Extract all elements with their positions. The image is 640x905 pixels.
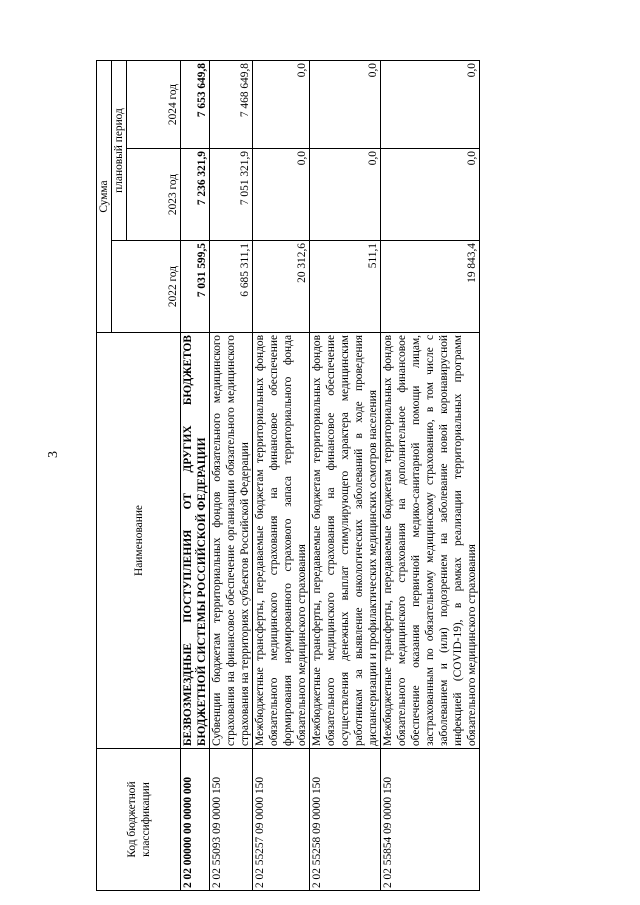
row-name: Субвенции бюджетам территориальных фондов обязательного медицинского страхования на финансовое обеспечение организации обязательного медицинского страхования на территориях субъектов Российской Федерации — [210, 333, 253, 749]
header-planned-period: плановый период — [112, 61, 127, 241]
row-name: Межбюджетные трансферты, передаваемые бюджетам территориальных фондов обязательного медицинского страхования на финансовое обеспечение осуществления денежных выплат стимулирующего характера медицинским работникам за выявление онкологических заболеваний в ходе проведения диспансеризации и профилактических медицинских осмотров населения — [310, 333, 381, 749]
row-code: 2 02 55257 09 0000 150 — [253, 749, 310, 891]
table-row — [381, 61, 480, 891]
row-code: 2 02 55854 09 0000 150 — [381, 749, 480, 891]
page-number: 3 — [46, 451, 61, 458]
table-row — [310, 61, 381, 891]
row-code: 2 02 00000 00 0000 000 — [181, 749, 210, 891]
row-value-2023: 0,0 — [381, 149, 480, 241]
row-name: БЕЗВОЗМЕЗДНЫЕ ПОСТУПЛЕНИЯ ОТ ДРУГИХ БЮДЖЕТОВ БЮДЖЕТНОЙ СИСТЕМЫ РОССИЙСКОЙ ФЕДЕРАЦИИ — [181, 333, 210, 749]
row-value-2023: 7 051 321,9 — [210, 149, 253, 241]
row-value-2022: 511,1 — [310, 241, 381, 333]
row-name: Межбюджетные трансферты, передаваемые бюджетам территориальных фондов обязательного медицинского страхования на дополнительное финансовое обеспечение оказания первичной медико-санитарной помощи лицам, застрахованным по обязательному медицинскому страхованию, в том числе с заболеванием и (или) подозрением на заболевание новой коронавирусной инфекцией (COVID-19), в рамках реализации территориальных программ обязательного медицинского страхования — [381, 333, 480, 749]
row-value-2023: 0,0 — [253, 149, 310, 241]
row-value-2022: 20 312,6 — [253, 241, 310, 333]
header-code: Код бюджетной классификации — [97, 749, 181, 891]
row-code: 2 02 55258 09 0000 150 — [310, 749, 381, 891]
row-value-2024: 0,0 — [310, 61, 381, 149]
row-value-2023: 0,0 — [310, 149, 381, 241]
rotated-table-wrapper — [96, 61, 578, 891]
row-code: 2 02 55093 09 0000 150 — [210, 749, 253, 891]
row-value-2022: 6 685 311,1 — [210, 241, 253, 333]
table-row — [210, 61, 253, 891]
header-sum: Сумма — [97, 61, 112, 333]
row-value-2024: 0,0 — [253, 61, 310, 149]
row-value-2022: 7 031 599,5 — [181, 241, 210, 333]
table-row — [181, 61, 210, 891]
table-row — [253, 61, 310, 891]
row-value-2024: 0,0 — [381, 61, 480, 149]
header-year-2023: 2023 год — [127, 149, 181, 241]
header-year-2024: 2024 год — [127, 61, 181, 149]
row-value-2024: 7 653 649,8 — [181, 61, 210, 149]
header-year-2022: 2022 год — [112, 241, 181, 333]
row-value-2023: 7 236 321,9 — [181, 149, 210, 241]
header-name: Наименование — [97, 333, 181, 749]
row-value-2024: 7 468 649,8 — [210, 61, 253, 149]
budget-table — [96, 60, 480, 891]
row-name: Межбюджетные трансферты, передаваемые бюджетам территориальных фондов обязательного медицинского страхования на финансовое обеспечение формирования нормированного страхового запаса территориального фонда обязательного медицинского страхования — [253, 333, 310, 749]
row-value-2022: 19 843,4 — [381, 241, 480, 333]
